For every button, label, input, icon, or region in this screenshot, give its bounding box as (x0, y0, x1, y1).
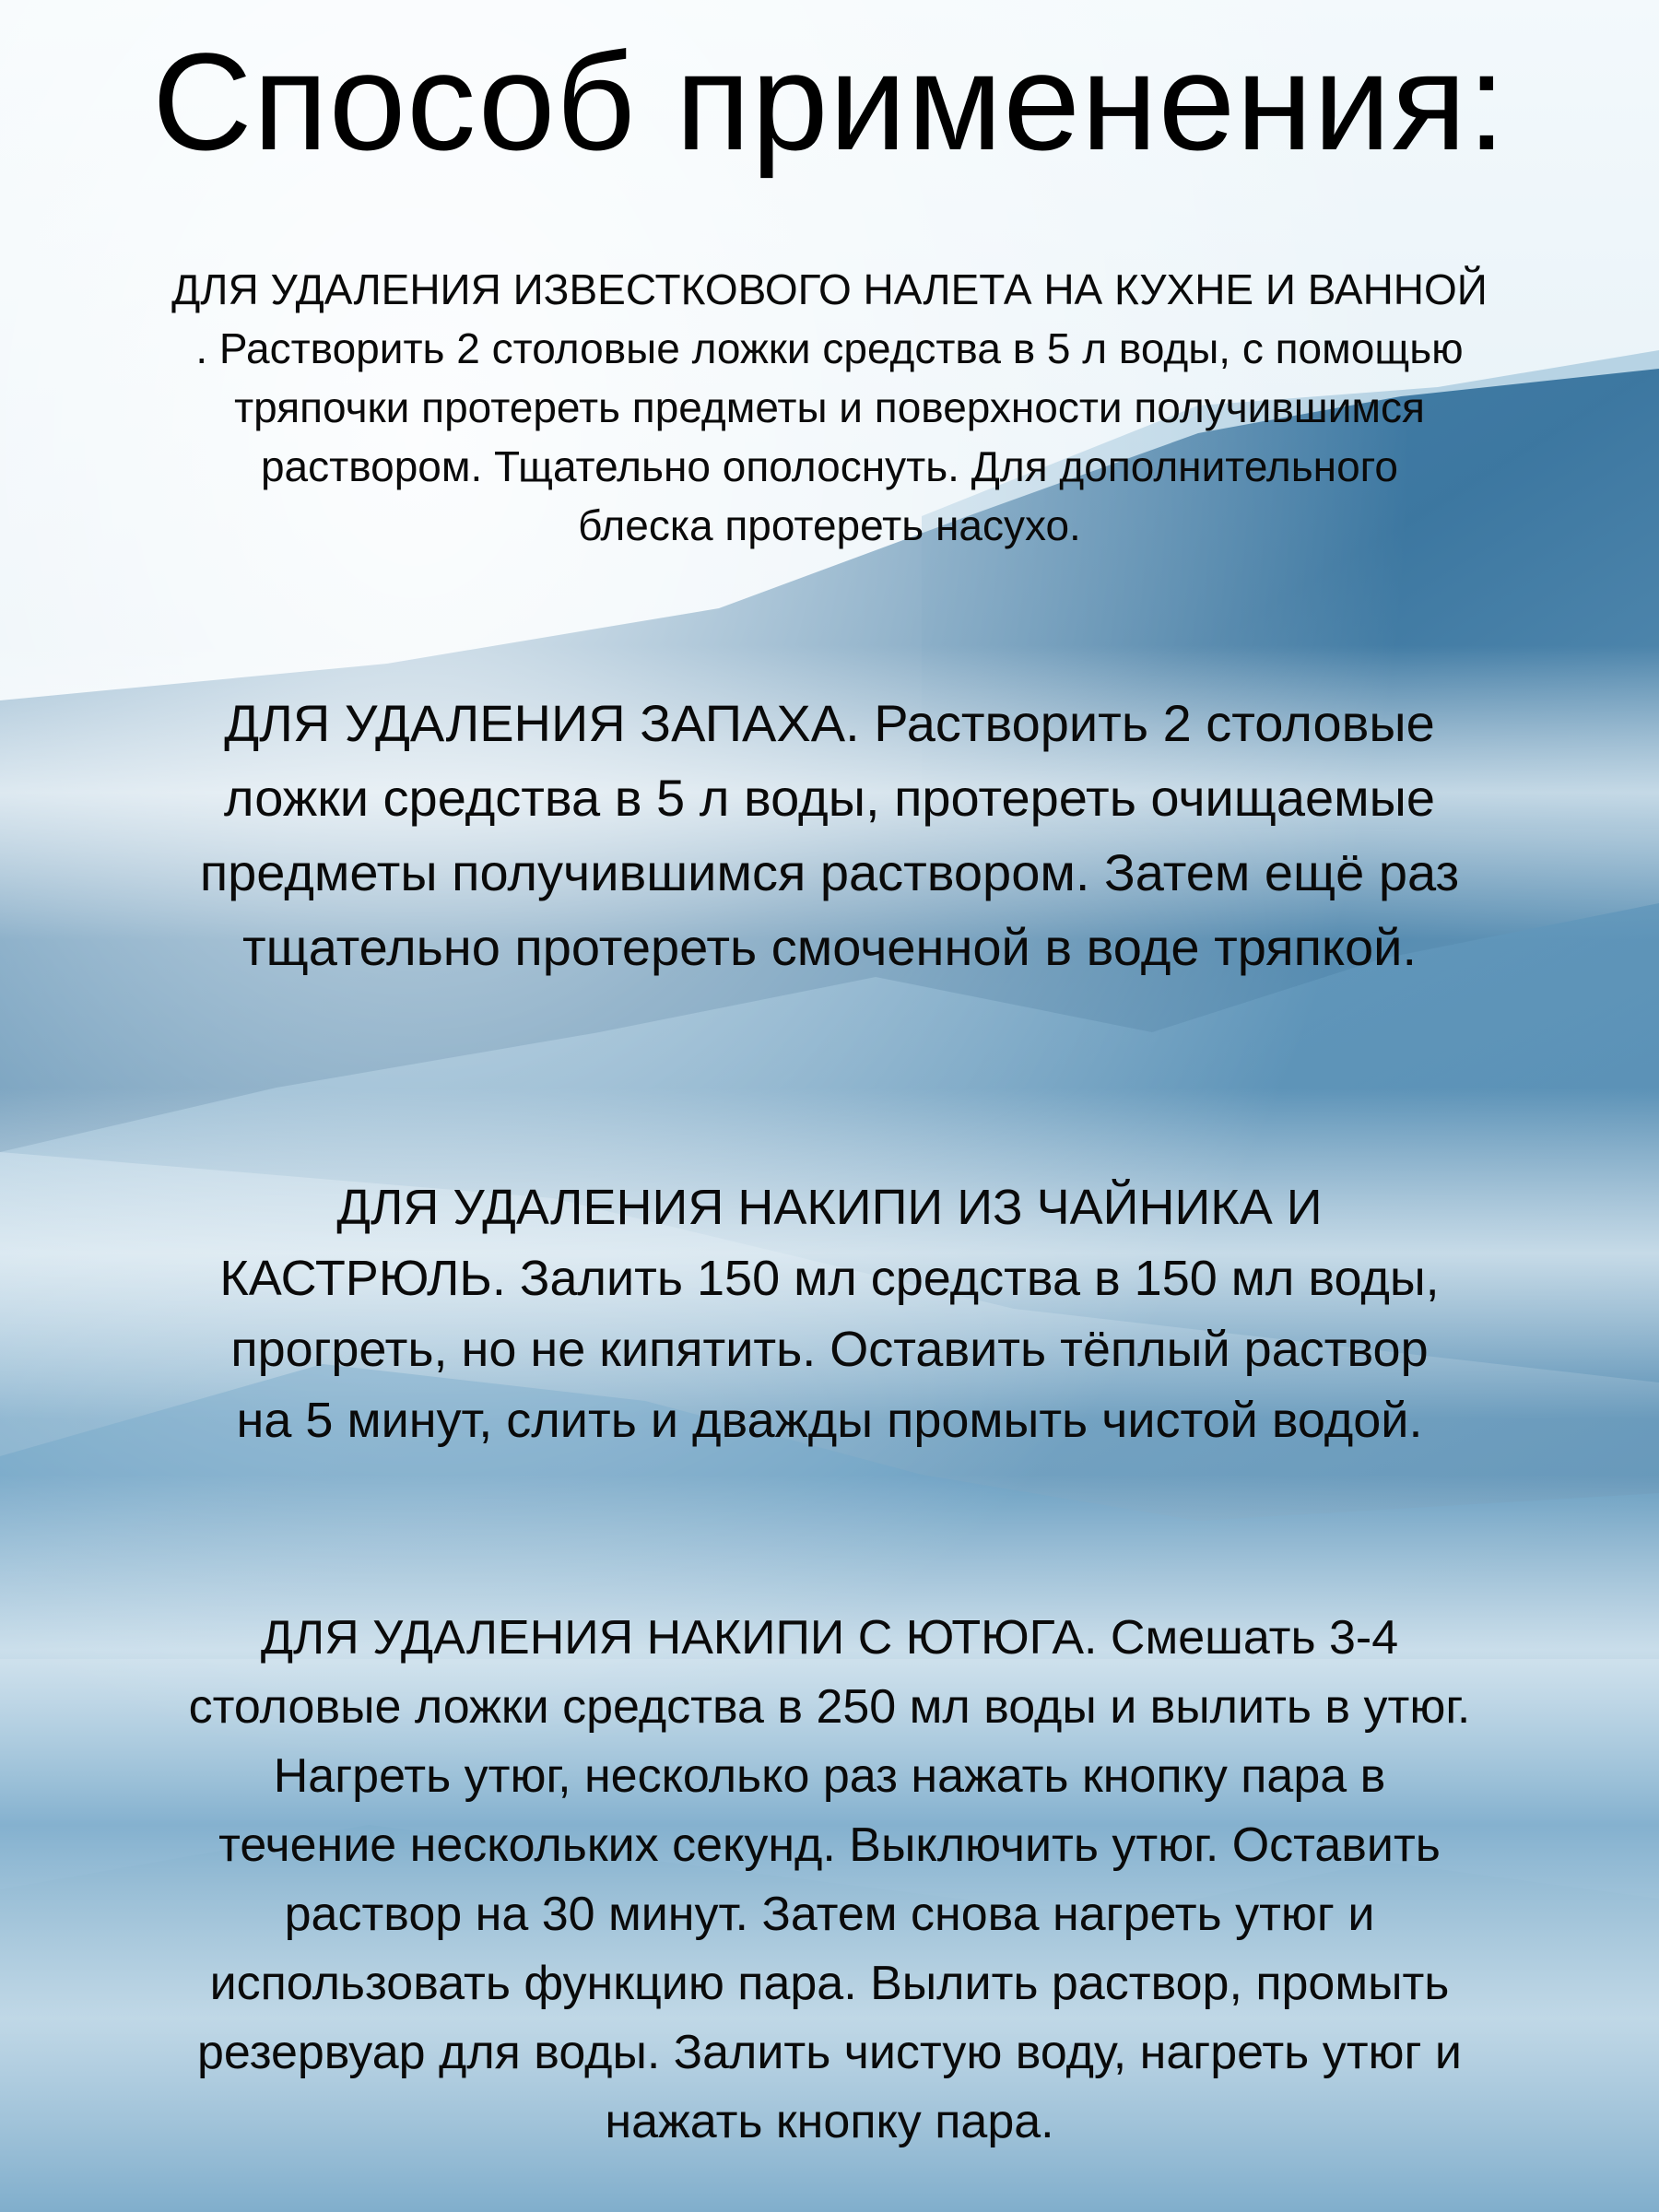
section-limescale (18, 260, 1641, 555)
section-line: использовать функцию пара. Вылить раствор, промыть (209, 1957, 1450, 2010)
section-line: на 5 минут, слить и дважды промыть чистой водой. (236, 1393, 1423, 1448)
section-line: блеска протереть насухо. (578, 501, 1081, 549)
page-title: Способ применения: (152, 24, 1507, 179)
section-line: тщательно протереть смоченной в воде тряпкой. (242, 918, 1417, 976)
section-line: ДЛЯ УДАЛЕНИЯ НАКИПИ С ЮТЮГА. Смешать 3-4 (260, 1611, 1399, 1665)
section-line: предметы получившимся раствором. Затем ещё раз (199, 843, 1460, 901)
section-line: ДЛЯ УДАЛЕНИЯ НАКИПИ ИЗ ЧАЙНИКА И (336, 1180, 1323, 1235)
section-line: КАСТРЮЛЬ. Залить 150 мл средства в 150 мл воды, (219, 1251, 1440, 1306)
section-line: ДЛЯ УДАЛЕНИЯ ИЗВЕСТКОВОГО НАЛЕТА НА КУХНЕ И ВАННОЙ (171, 265, 1488, 313)
section-line: раствором. Тщательно ополоснуть. Для дополнительного (260, 442, 1399, 490)
section-iron-scale (18, 1604, 1641, 2157)
section-kettle-scale (18, 1172, 1641, 1456)
section-line: течение нескольких секунд. Выключить утюг. Оставить (218, 1818, 1441, 1872)
section-line: прогреть, но не кипятить. Оставить тёплый раствор (230, 1322, 1429, 1377)
section-line: нажать кнопку пара. (605, 2095, 1054, 2148)
section-line: ДЛЯ УДАЛЕНИЯ ЗАПАХА. Растворить 2 столовые (224, 694, 1435, 752)
section-line: раствор на 30 минут. Затем снова нагреть утюг и (284, 1888, 1375, 1941)
section-odor (18, 686, 1641, 984)
section-line: Нагреть утюг, несколько раз нажать кнопку пара в (273, 1749, 1386, 1803)
section-line: . Растворить 2 столовые ложки средства в 5 л воды, с помощью (195, 324, 1464, 372)
section-line: ложки средства в 5 л воды, протереть очищаемые (223, 769, 1436, 827)
section-line: тряпочки протереть предметы и поверхности получившимся (234, 383, 1425, 431)
section-line: резервуар для воды. Залить чистую воду, нагреть утюг и (197, 2026, 1462, 2079)
section-line: столовые ложки средства в 250 мл воды и вылить в утюг. (188, 1680, 1471, 1734)
